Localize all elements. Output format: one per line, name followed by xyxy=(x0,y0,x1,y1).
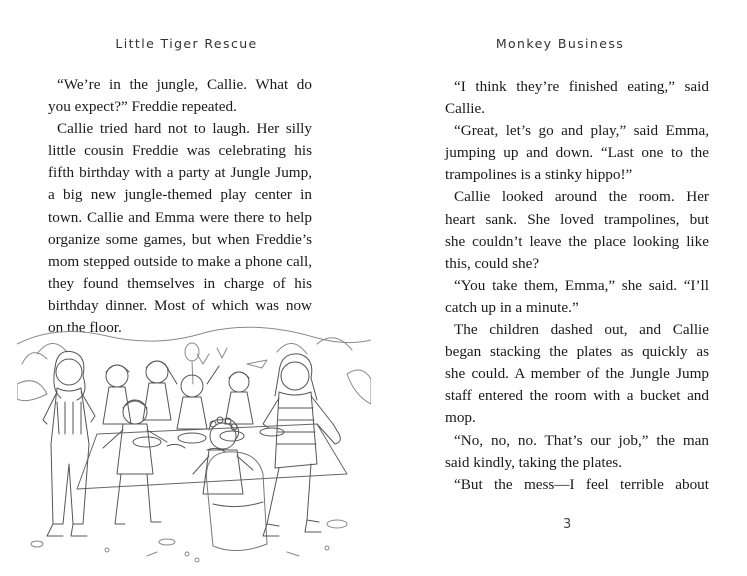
text-line: heart sank. She loved trampolines, but xyxy=(445,210,709,228)
text-line: “But the mess—I feel terrible about xyxy=(454,475,709,493)
text-line: she could. A member of the Jungle Jump xyxy=(445,365,709,383)
text-line: town. Callie and Emma were there to help xyxy=(48,208,312,226)
party-illustration xyxy=(17,324,371,572)
text-line: staff entered the room with a bucket and xyxy=(445,387,709,405)
left-page-body xyxy=(48,74,312,339)
running-head-left: Little Tiger Rescue xyxy=(115,36,258,51)
text-line: “Great, let’s go and play,” said Emma, xyxy=(454,122,709,140)
text-line: little cousin Freddie was celebrating his xyxy=(48,142,312,160)
text-line: catch up in a minute.” xyxy=(445,298,579,316)
text-line: birthday dinner. Most of which was now xyxy=(48,296,312,314)
text-line: said kindly, taking the plates. xyxy=(445,453,623,471)
text-line: Callie looked around the room. Her xyxy=(454,188,709,206)
text-line: organize some games, but when Freddie’s xyxy=(48,230,312,248)
text-line: they found themselves in charge of his xyxy=(48,274,312,292)
floor-mess xyxy=(31,520,347,562)
text-line: you expect?” Freddie repeated. xyxy=(48,98,237,116)
text-line: Callie. xyxy=(445,100,486,118)
running-head-right: Monkey Business xyxy=(495,36,625,51)
page-number: 3 xyxy=(563,517,572,532)
text-line: “You take them, Emma,” she said. “I’ll xyxy=(454,276,709,294)
girl-left xyxy=(43,351,95,536)
boy-center-left xyxy=(103,400,167,524)
text-line: she couldn’t leave the place looking like xyxy=(445,232,709,250)
text-line: this, could she? xyxy=(445,254,540,272)
text-line: began stacking the plates as quickly as xyxy=(445,343,709,361)
text-line: mom stepped outside to make a phone call, xyxy=(48,252,312,270)
text-line: fifth birthday with a party at Jungle Jump, xyxy=(48,164,312,182)
right-page-body xyxy=(445,76,709,496)
text-line: mop. xyxy=(445,409,476,427)
text-line: The children dashed out, and Callie xyxy=(454,321,709,339)
text-line: “I think they’re finished eating,” said xyxy=(454,78,709,95)
text-line: Callie tried hard not to laugh. Her silly xyxy=(57,120,312,138)
text-line: trampolines is a stinky hippo!” xyxy=(445,166,633,184)
text-line: a big new jungle-themed play center in xyxy=(48,186,312,204)
background-decor xyxy=(17,327,371,404)
text-line: on the floor. xyxy=(48,319,122,337)
text-line: “No, no, no. That’s our job,” the man xyxy=(454,431,709,449)
girl-right xyxy=(263,354,340,536)
text-line: “We’re in the jungle, Callie. What do xyxy=(57,76,312,93)
text-line: jumping up and down. “Last one to the xyxy=(445,144,709,162)
bean-bag xyxy=(206,452,267,551)
party-table xyxy=(77,424,347,489)
